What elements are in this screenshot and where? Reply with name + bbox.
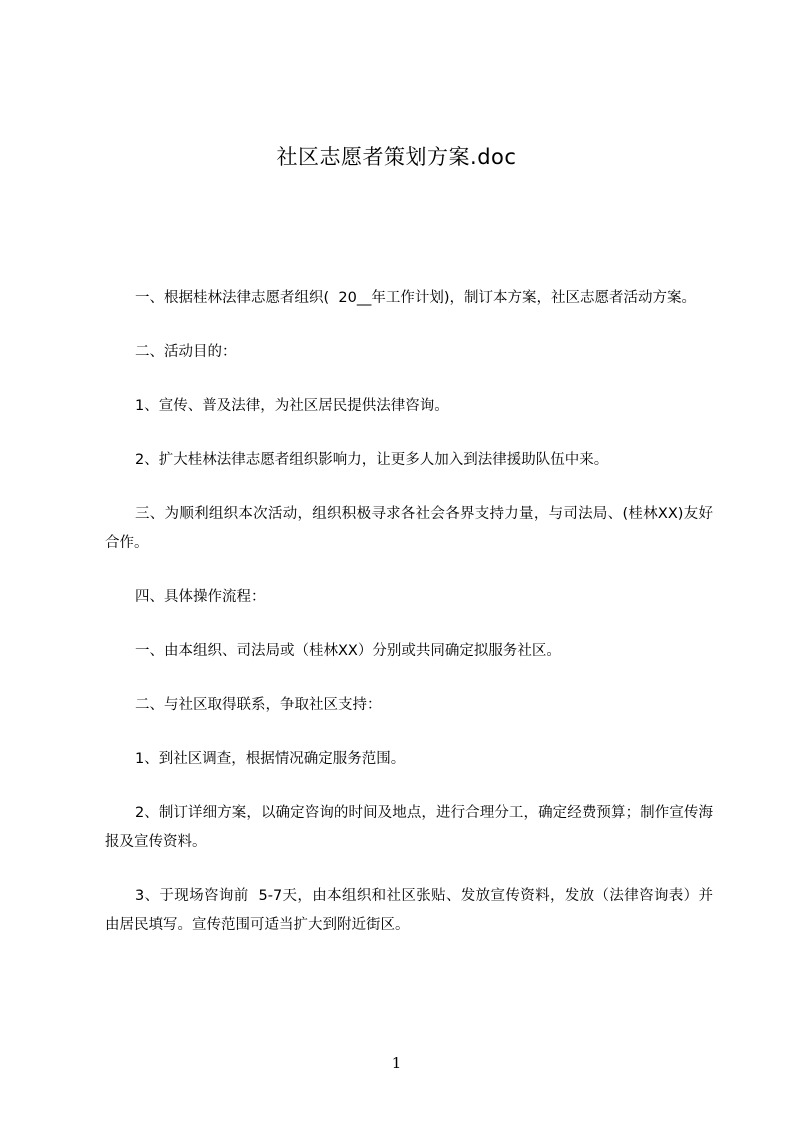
paragraph: 二、与社区取得联系，争取社区支持： [135, 697, 382, 713]
paragraph: 1、到社区调查，根据情况确定服务范围。 [135, 751, 406, 767]
paragraph: 2、扩大桂林法律志愿者组织影响力，让更多人加入到法律援助队伍中来。 [135, 452, 609, 468]
paragraph: 2、制订详细方案，以确定咨询的时间及地点，进行合理分工，确定经费预算；制作宣传海报及宣传资料。 [105, 805, 713, 850]
paragraph: 四、具体操作流程： [135, 589, 266, 605]
paragraph: 1、宣传、普及法律，为社区居民提供法律咨询。 [135, 398, 449, 414]
paragraph: 3、于现场咨询前 5-7天，由本组织和社区张贴、发放宣传资料，发放（法律咨询表）并由居民填写。宣传范围可适当扩大到附近街区。 [105, 888, 713, 933]
paragraph: 二、活动目的： [135, 344, 237, 360]
page-number: 1 [391, 1054, 402, 1072]
document-body [105, 284, 713, 965]
paragraph: 一、根据桂林法律志愿者组织( 20__年工作计划)，制订本方案，社区志愿者活动方案。 [135, 290, 696, 306]
document-title: 社区志愿者策划方案.doc [276, 145, 517, 169]
paragraph: 三、为顺利组织本次活动，组织积极寻求各社会各界支持力量，与司法局、(桂林XX)友好合作。 [105, 506, 713, 551]
paragraph: 一、由本组织、司法局或（桂林XX）分别或共同确定拟服务社区。 [135, 643, 561, 659]
